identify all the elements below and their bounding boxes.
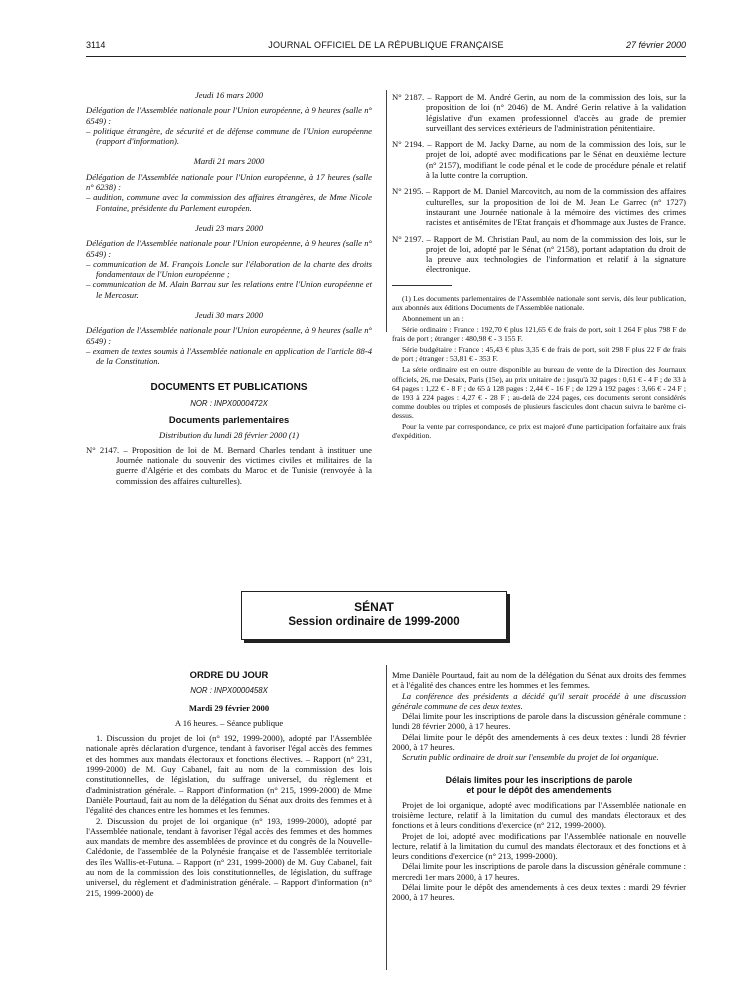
footnote-text: Abonnement un an : [402, 313, 464, 323]
ordre-du-jour-title: ORDRE DU JOUR [189, 669, 269, 680]
paragraph: Délai limite pour les inscriptions de parole dans la discussion générale commune : mercredi 1er mars 2000, à 17 heures. [392, 861, 686, 882]
footnote-text: Série budgétaire : France : 45,43 € plus 3,35 € de frais de port, soit 298 F plus 22 F de frais de port ; étranger : 53,81 € - 353 F. [392, 345, 686, 364]
senat-banner [241, 591, 507, 640]
page-number: 3114 [86, 40, 106, 50]
column-divider-top [386, 90, 387, 332]
nor-reference: NOR : INPX0000458X [190, 686, 268, 696]
distribution-line: Distribution du lundi 28 février 2000 (1) [159, 430, 299, 441]
delais-title-line1: Délais limites pour les inscriptions de parole [445, 774, 633, 785]
date-heading: Mardi 21 mars 2000 [193, 156, 265, 167]
journal-title: JOURNAL OFFICIEL DE LA RÉPUBLIQUE FRANÇAISE [268, 40, 504, 50]
agenda-item: – audition, commune avec la commission des affaires étrangères, de Mme Nicole Fontaine, présidente du Parlement européen. [86, 192, 372, 213]
paragraph: Scrutin public ordinaire de droit sur l'ensemble du projet de loi organique. [402, 752, 659, 763]
footnote-text: (1) Les documents parlementaires de l'Assemblée nationale sont servis, dès leur publication, aux abonnés aux éditions Documents de l'Assemblée nationale. [392, 293, 686, 312]
left-column-top [86, 90, 372, 486]
header-rule [86, 56, 686, 57]
agenda-item: – examen de textes soumis à l'Assemblée nationale en application de l'article 88-4 de la Constitution. [86, 345, 372, 367]
date-heading: Jeudi 30 mars 2000 [194, 310, 264, 321]
column-divider-bottom [386, 665, 387, 970]
paragraph: Délai limite pour les inscriptions de parole dans la discussion générale commune : lundi 28 février 2000, à 17 heures. [392, 711, 686, 732]
footnote-text: La série ordinaire est en outre disponible au bureau de vente de la Direction des Journaux officiels, 26, rue Desaix, Paris (15e), au prix unitaire de : jusqu'à 32 pages : 0,61 € - 4 F ; de 33 à 64 pages : 1,22 € - 8 F ; de 65 à 128 pages : 2,44 € - 16 F ; de 129 à 192 pages : 3,66 € - 24 F ; de 193 à 224 pages : 4,27 € - 28 F ; au-delà de 224 pages, ces documents seront considérés comme doubles ou triples et composés de plusieurs fascicules dont chacun suivra le barème ci-dessus. [392, 365, 686, 420]
agenda-item: 1. Discussion du projet de loi (n° 192, 1999-2000), adopté par l'Assemblée nationale après déclaration d'urgence, tendant à favoriser l'égal accès des femmes et des hommes aux mandats électoraux et fonctions électives. – Rapport (n° 231, 1999-2000) de M. Guy Cabanel, fait au nom de la commission des lois constitutionnelles, de législation, du suffrage universel, du règlement et d'administration générale. – Rapport d'information (n° 215, 1999-2000) de Mme Danièle Pourtaud, fait au nom de la délégation du Sénat aux droits des femmes et à l'égalité des chances entre les hommes et les femmes. [86, 733, 372, 816]
agenda-item: – communication de M. François Loncle sur l'élaboration de la charte des droits fondamentaux de l'Union européenne ; [86, 258, 372, 280]
paragraph: Projet de loi, adopté avec modifications par l'Assemblée nationale en nouvelle lecture, relatif à la limitation du cumul des mandats électoraux et des fonctions et à leurs conditions d'exercice (n° 213, 1999-2000). [392, 830, 686, 862]
delegation-line: Délégation de l'Assemblée nationale pour l'Union européenne, à 9 heures (salle n° 6549) : [86, 325, 372, 346]
delegation-line: Délégation de l'Assemblée nationale pour l'Union européenne, à 17 heures (salle n° 6238) : [86, 171, 372, 193]
document-entry: N° 2195. – Rapport de M. Daniel Marcovitch, au nom de la commission des affaires culturelles, sur la proposition de loi de M. Jean Le Garrec (n° 1727) instaurant une Journée nationale à la mémoire des victimes des crimes racistes et antisémites de l'Etat français et d'hommage aux Justes de France. [392, 186, 686, 228]
footnote-text: Série ordinaire : France : 192,70 € plus 121,65 € de frais de port, soit 1 264 F plus 798 F de frais de port ; étranger : 480,98 € - 3 155 F. [392, 325, 686, 344]
subsection-title: Documents parlementaires [168, 414, 290, 426]
agenda-item: – communication de M. Alain Barrau sur les relations entre l'Union européenne et le Mercosur. [86, 279, 372, 300]
paragraph: La conférence des présidents a décidé qu'il serait procédé à une discussion générale commune de ces deux textes. [392, 690, 686, 711]
delais-title-line2: et pour le dépôt des amendements [466, 784, 612, 795]
delegation-line: Délégation de l'Assemblée nationale pour l'Union européenne, à 9 heures (salle n° 6549) : [86, 238, 372, 259]
agenda-item: 2. Discussion du projet de loi organique (n° 193, 1999-2000), adopté par l'Assemblée nationale, tendant à favoriser l'égal accès des femmes et des hommes aux mandats de membre des assemblées de province et du congrès de la Nouvelle-Calédonie, de l'assemblée de la Polynésie française et de l'assemblée territoriale des îles Wallis-et-Futuna. – Rapport (n° 231, 1999-2000) de M. Guy Cabanel, fait au nom de la commission des lois constitutionnelles, de législation, du suffrage universel, du règlement et d'administration générale. – Rapport d'information (n° 215, 1999-2000) de [86, 815, 372, 898]
agenda-item: – politique étrangère, de sécurité et de défense commune de l'Union européenne (rapport d'information). [86, 125, 372, 147]
document-entry: N° 2197. – Rapport de M. Christian Paul, au nom de la commission des lois, sur le projet de loi, adopté par le Sénat (n° 2158), portant adaptation du droit de la preuve aux technologies de l'information et relatif à la signature électronique. [392, 233, 686, 275]
seance-line: A 16 heures. – Séance publique [174, 717, 284, 728]
right-column-bottom [392, 670, 686, 903]
left-column-bottom [86, 670, 372, 898]
paragraph: Délai limite pour le dépôt des amendements à ces deux textes : mardi 29 février 2000, à 17 heures. [392, 882, 686, 903]
session-title: Session ordinaire de 1999-2000 [288, 616, 460, 628]
document-entry: N° 2194. – Rapport de M. Jacky Darne, au nom de la commission des lois, sur le projet de loi, adopté avec modifications par le Sénat en deuxième lecture (n° 2157), modifiant le code pénal et le code de procédure pénale et relatif à la lutte contre la corruption. [392, 139, 686, 181]
section-title-documents: DOCUMENTS ET PUBLICATIONS [150, 381, 308, 393]
page-header [86, 40, 686, 54]
session-date: Mardi 29 février 2000 [188, 702, 270, 713]
date-heading: Jeudi 16 mars 2000 [194, 90, 264, 100]
right-column-top [392, 92, 686, 440]
paragraph: Projet de loi organique, adopté avec modifications par l'Assemblée nationale en troisième lecture, relatif à la limitation du cumul des mandats électoraux et des fonctions et à leurs conditions d'exercice (n° 212, 1999-2000). [392, 799, 686, 831]
paragraph: Délai limite pour le dépôt des amendements à ces deux textes : lundi 28 février 2000, à 17 heures. [392, 731, 686, 753]
delegation-line: Délégation de l'Assemblée nationale pour l'Union européenne, à 9 heures (salle n° 6549) : [86, 105, 372, 126]
footnote [392, 294, 686, 440]
document-entry: N° 2187. – Rapport de M. André Gerin, au nom de la commission des lois, sur la proposition de loi (n° 2046) de M. André Gerin relative à la validation législative d'un examen professionnel d'accès au grade de premier surveillant des services extérieurs de l'administration pénitentiaire. [392, 92, 686, 133]
paragraph: Mme Danièle Pourtaud, fait au nom de la délégation du Sénat aux droits des femmes et à l'égalité des chances entre les hommes et les femmes. [392, 670, 686, 691]
footnote-text: Pour la vente par correspondance, ce prix est majoré d'une participation forfaitaire aux frais d'expédition. [392, 421, 686, 441]
issue-date: 27 février 2000 [625, 40, 686, 50]
nor-reference: NOR : INPX0000472X [190, 398, 268, 408]
date-heading: Jeudi 23 mars 2000 [194, 222, 264, 233]
footnote-rule [392, 285, 452, 286]
document-entry: N° 2147. – Proposition de loi de M. Bernard Charles tendant à instituer une Journée nationale du souvenir des victimes civiles et militaires de la guerre d'Algérie et des combats du Maroc et de Tunisie (renvoyée à la commission des affaires culturelles). [86, 444, 372, 486]
senat-title: SÉNAT [354, 600, 394, 614]
